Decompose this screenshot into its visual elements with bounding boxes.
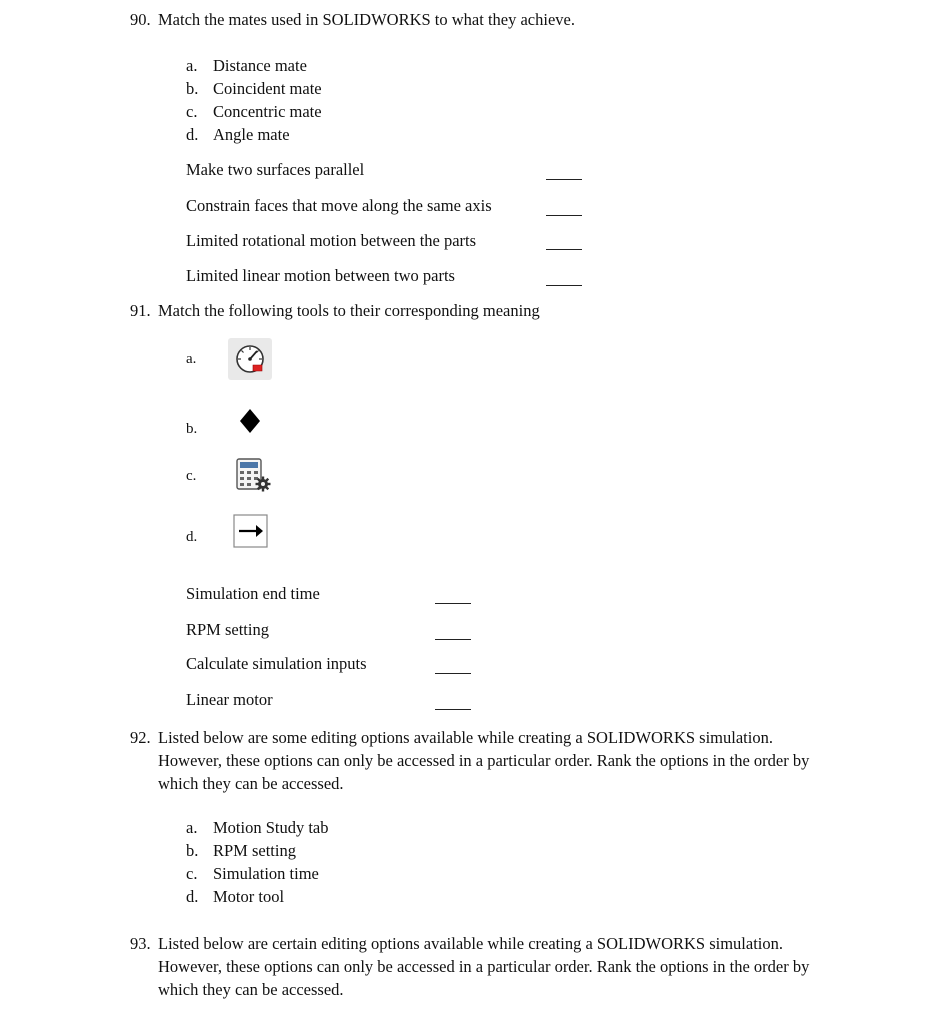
answer-blank[interactable]	[435, 673, 471, 674]
option-text: Simulation time	[213, 864, 319, 883]
option-letter: a.	[186, 56, 198, 75]
match-item: Limited rotational motion between the parts	[186, 231, 477, 250]
option-letter: a.	[186, 351, 197, 367]
diamond-icon	[239, 408, 261, 434]
option-text: Distance mate	[213, 56, 307, 75]
answer-blank[interactable]	[435, 709, 471, 710]
gauge-icon	[228, 338, 272, 380]
answer-blank[interactable]	[435, 639, 471, 640]
match-item: Calculate simulation inputs	[186, 654, 367, 673]
option-letter: c.	[186, 468, 197, 484]
question-text: Match the following tools to their corresponding meaning	[158, 301, 540, 320]
option-letter: b.	[186, 421, 198, 437]
option-text: Concentric mate	[213, 102, 322, 121]
option-letter: b.	[186, 841, 199, 860]
answer-blank[interactable]	[546, 215, 582, 216]
match-item: RPM setting	[186, 620, 269, 639]
match-item: Simulation end time	[186, 584, 320, 603]
question-number: 90.	[130, 10, 151, 29]
option-letter: d.	[186, 887, 199, 906]
option-letter: c.	[186, 864, 198, 883]
question-text: Match the mates used in SOLIDWORKS to what they achieve.	[158, 10, 575, 29]
answer-blank[interactable]	[546, 285, 582, 286]
question-number: 93.	[130, 934, 151, 953]
match-item: Limited linear motion between two parts	[186, 266, 455, 285]
match-item: Linear motor	[186, 690, 273, 709]
option-text: Motion Study tab	[213, 818, 329, 837]
answer-blank[interactable]	[546, 179, 582, 180]
option-text: Angle mate	[213, 125, 290, 144]
option-letter: c.	[186, 102, 198, 121]
option-letter: b.	[186, 79, 199, 98]
match-item: Constrain faces that move along the same axis	[186, 196, 492, 215]
option-text: Coincident mate	[213, 79, 322, 98]
linear-arrow-icon	[233, 514, 268, 548]
calculator-gear-icon	[234, 457, 272, 493]
match-item: Make two surfaces parallel	[186, 160, 365, 179]
question-text: Listed below are some editing options available while creating a SOLIDWORKS simulation. However, these options can only be accessed in a particular order. Rank the options in the order by which they can be accessed.	[158, 728, 810, 793]
question-number: 91.	[130, 301, 151, 320]
option-text: RPM setting	[213, 841, 296, 860]
option-letter: d.	[186, 529, 198, 545]
option-letter: d.	[186, 125, 199, 144]
answer-blank[interactable]	[546, 249, 582, 250]
answer-blank[interactable]	[435, 603, 471, 604]
option-text: Motor tool	[213, 887, 285, 906]
option-letter: a.	[186, 818, 198, 837]
question-number: 92.	[130, 728, 151, 747]
question-text: Listed below are certain editing options available while creating a SOLIDWORKS simulation. However, these options can only be accessed in a particular order. Rank the options in the order by which they can be accessed.	[158, 934, 810, 999]
